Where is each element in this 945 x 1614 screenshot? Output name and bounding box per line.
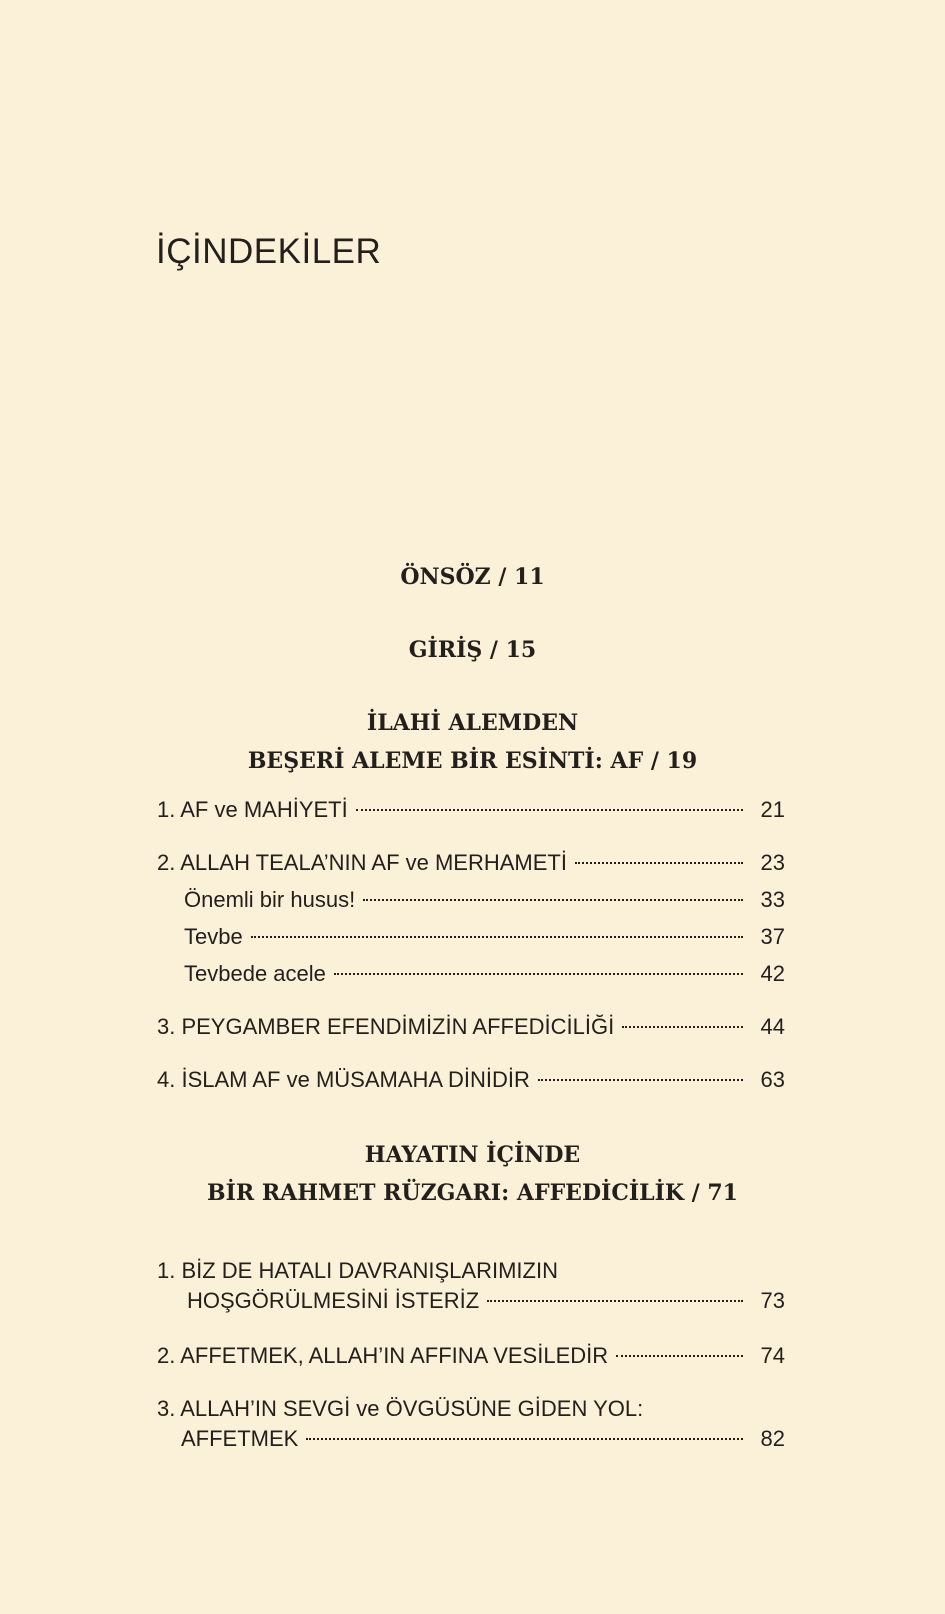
part1-heading-line1: İLAHİ ALEMDEN [366,710,579,736]
entry-label: 4. İSLAM AF ve MÜSAMAHA DİNİDİR [157,1067,530,1092]
entry-label: 2. ALLAH TEALA’NIN AF ve MERHAMETİ [157,850,567,875]
toc-entry-hatali-davranislar[interactable] [157,1256,785,1316]
dot-leader [616,1355,743,1357]
dot-leader [622,1026,743,1028]
page-number: 21 [760,797,785,822]
part1-heading-line2: BEŞERİ ALEME BİR ESİNTİ: AF / 19 [247,748,698,774]
entry-label: Önemli bir husus! [184,887,356,912]
page-number: 33 [760,887,785,912]
dot-leader [575,862,743,864]
entry-label: 2. AFFETMEK, ALLAH’IN AFFINA VESİLEDİR [157,1343,609,1368]
page-number: 37 [760,924,785,949]
entry-label: 1. AF ve MAHİYETİ [157,797,348,822]
part2-heading-line1: HAYATIN İÇİNDE [364,1142,581,1168]
toc-entry-sevgi-ve-ovgu[interactable] [157,1394,785,1454]
entry-label: Tevbe [184,924,243,949]
dot-leader [334,973,743,975]
dot-leader [356,809,743,811]
entry-label: 3. PEYGAMBER EFENDİMİZİN AFFEDİCİLİĞİ [157,1014,615,1039]
toc-subentry-tevbede-acele[interactable] [184,959,785,989]
dot-leader [538,1079,743,1081]
part1-heading[interactable] [0,704,945,780]
toc-entry-af-ve-merhameti[interactable] [157,848,785,878]
toc-entry-islam-af-ve-musamaha[interactable] [157,1065,785,1095]
entry-label-line2: AFFETMEK [181,1426,299,1451]
page-number: 74 [760,1343,785,1368]
dot-leader [306,1438,743,1440]
preface-heading[interactable]: ÖNSÖZ / 11 [400,564,545,590]
page-number: 63 [760,1067,785,1092]
page-number: 42 [760,961,785,986]
part2-heading-line2: BİR RAHMET RÜZGARI: AFFEDİCİLİK / 71 [207,1180,738,1206]
part2-heading[interactable] [0,1136,945,1212]
entry-label-line2: HOŞGÖRÜLMESİNİ İSTERİZ [187,1288,480,1313]
toc-subentry-onemli-bir-husus[interactable] [184,885,785,915]
toc-entry-affetmek-vesiledir[interactable] [157,1341,785,1371]
page-number: 44 [760,1014,785,1039]
page-number: 82 [760,1426,785,1451]
toc-subentry-tevbe[interactable] [184,922,785,952]
page-number: 73 [760,1288,785,1313]
entry-label: Tevbede acele [184,961,326,986]
page-number: 23 [760,850,785,875]
dot-leader [363,899,743,901]
dot-leader [487,1300,743,1302]
page-title: İÇİNDEKİLER [156,232,382,271]
introduction-heading[interactable]: GİRİŞ / 15 [408,637,537,663]
toc-entry-peygamber-efendimizin[interactable] [157,1012,785,1042]
toc-entry-af-ve-mahiyeti[interactable] [157,795,785,825]
entry-label-line1: 1. BİZ DE HATALI DAVRANIŞLARIMIZIN [157,1258,558,1283]
dot-leader [251,936,743,938]
entry-label-line1: 3. ALLAH’IN SEVGİ ve ÖVGÜSÜNE GİDEN YOL: [157,1396,644,1421]
